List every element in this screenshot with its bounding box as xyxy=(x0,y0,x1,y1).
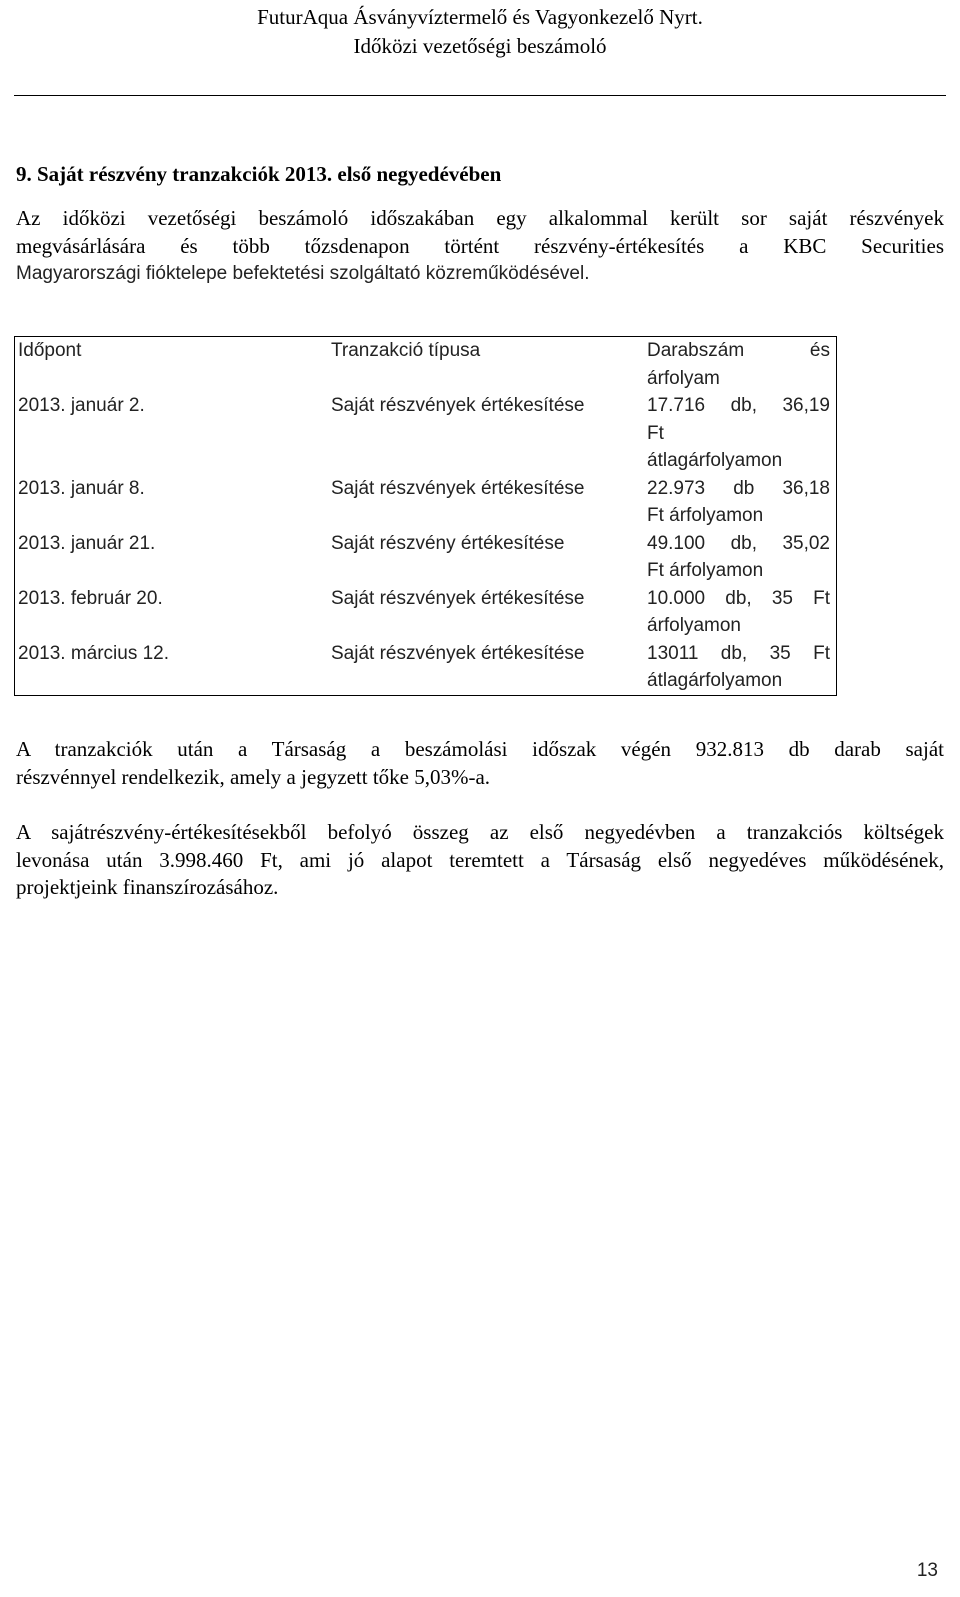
table-row xyxy=(15,475,837,530)
row-type: Saját részvények értékesítése xyxy=(331,395,585,416)
row-amount-line: 17.716 db, 36,19 xyxy=(647,395,830,416)
page-header xyxy=(0,3,960,61)
report-title: Időközi vezetőségi beszámoló xyxy=(353,34,607,58)
row-amount-line: 22.973 db 36,18 xyxy=(647,477,830,499)
row-type: Saját részvények értékesítése xyxy=(331,477,585,499)
table-row xyxy=(15,392,837,475)
row-amount-line: átlagárfolyamon xyxy=(647,450,783,471)
paragraph-line: részvénnyel rendelkezik, amely a jegyzett tőke 5,03%-a. xyxy=(16,764,491,789)
table-row xyxy=(15,585,837,640)
paragraph-line: projektjeink finanszírozásához. xyxy=(16,875,279,899)
row-amount-line: Ft árfolyamon xyxy=(647,560,764,581)
row-amount xyxy=(644,530,837,585)
table-row xyxy=(15,640,837,696)
header-amount xyxy=(644,337,837,393)
paragraph-line: A sajátrészvény-értékesítésekből befolyó összeg az első negyedévben a tranzakciós költségek xyxy=(16,820,944,844)
proceeds-paragraph xyxy=(16,819,944,902)
intro-line: Magyarországi fióktelepe befektetési szolgáltató közreműködésével. xyxy=(16,263,590,284)
row-amount-line: 10.000 db, 35 Ft xyxy=(647,587,830,609)
page-number: 13 xyxy=(916,1560,938,1581)
header-amount-line: Darabszám és xyxy=(647,340,830,361)
row-date: 2013. február 20. xyxy=(18,587,163,609)
company-name: FuturAqua Ásványvíztermelő és Vagyonkezelő Nyrt. xyxy=(257,5,703,29)
row-amount-line: Ft xyxy=(647,422,664,444)
row-amount-line: Ft árfolyamon xyxy=(647,505,764,526)
row-date: 2013. január 2. xyxy=(18,395,145,416)
row-type: Saját részvények értékesítése xyxy=(331,587,585,609)
transactions-table xyxy=(14,336,837,696)
row-amount xyxy=(644,475,837,530)
row-amount xyxy=(644,640,837,696)
paragraph-line: A tranzakciók után a Társaság a beszámolási időszak végén 932.813 db darab saját xyxy=(16,737,944,761)
row-amount xyxy=(644,392,837,475)
table-row xyxy=(15,530,837,585)
header-type: Tranzakció típusa xyxy=(331,340,481,361)
row-amount-line: 13011 db, 35 Ft xyxy=(647,642,830,664)
row-type: Saját részvények értékesítése xyxy=(331,642,585,664)
row-amount-line: árfolyamon xyxy=(647,615,741,636)
row-amount xyxy=(644,585,837,640)
row-date: 2013. március 12. xyxy=(18,642,170,664)
row-date: 2013. január 21. xyxy=(18,532,156,554)
row-amount-line: átlagárfolyamon xyxy=(647,670,783,691)
intro-line: megvásárlására és több tőzsdenapon történt részvény-értékesítés a KBC Securities xyxy=(16,233,944,258)
intro-paragraph xyxy=(16,205,944,288)
row-date: 2013. január 8. xyxy=(18,477,145,499)
header-amount-line: árfolyam xyxy=(647,367,720,389)
paragraph-line: levonása után 3.998.460 Ft, ami jó alapot teremtett a Társaság első negyedéves működésének, xyxy=(16,847,944,872)
section-title: 9. Saját részvény tranzakciók 2013. első negyedévében xyxy=(16,162,502,186)
holdings-paragraph xyxy=(16,736,944,791)
row-amount-line: 49.100 db, 35,02 xyxy=(647,532,830,554)
table-header-row xyxy=(15,337,837,393)
header-date: Időpont xyxy=(18,340,82,361)
header-divider xyxy=(14,95,946,96)
intro-line: Az időközi vezetőségi beszámoló időszakában egy alkalommal került sor saját részvények xyxy=(16,206,944,230)
row-type: Saját részvény értékesítése xyxy=(331,532,565,554)
